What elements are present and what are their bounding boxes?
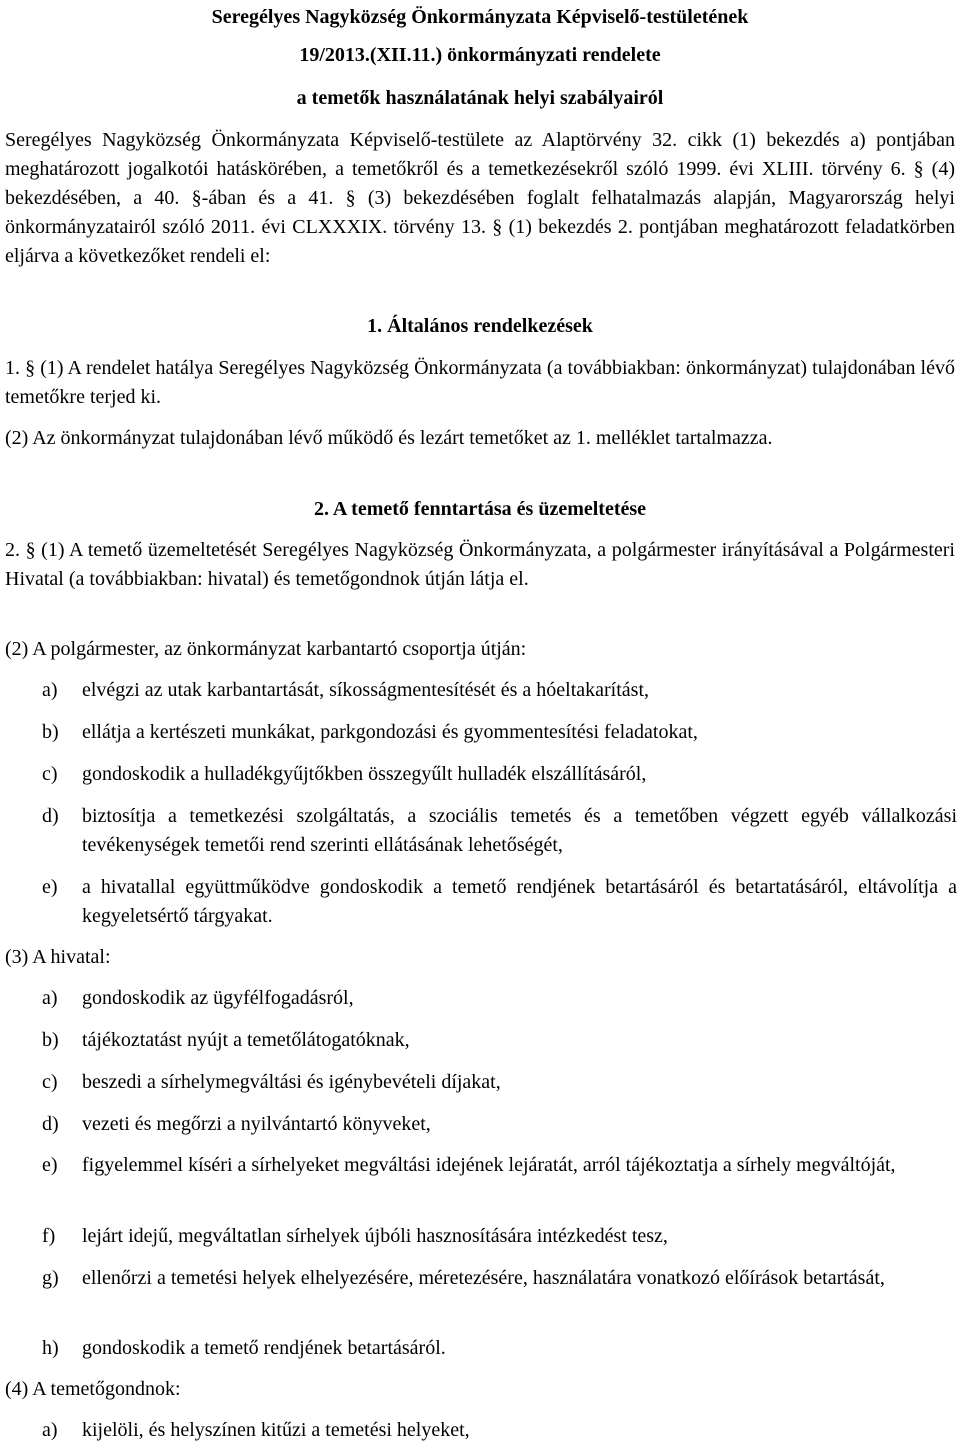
list-item — [42, 1110, 957, 1139]
list-item-label: b) — [42, 721, 59, 743]
list-item-label: c) — [42, 763, 58, 785]
list-item-text: beszedi a sírhelymegváltási és igénybevételi díjakat, — [82, 1071, 501, 1093]
list-item — [42, 1026, 957, 1055]
list-item-label: e) — [42, 1154, 58, 1176]
list-item-text: vezeti és megőrzi a nyilvántartó könyveket, — [82, 1113, 431, 1135]
list-item — [42, 1264, 957, 1293]
list-item-label: a) — [42, 987, 58, 1009]
document-title-line-3: a temetők használatának helyi szabályairól — [296, 87, 664, 109]
list-item-label: c) — [42, 1071, 58, 1093]
list-item — [42, 1334, 957, 1363]
list-item — [42, 802, 957, 860]
section-2-heading: 2. A temető fenntartása és üzemeltetése — [313, 498, 647, 520]
section-1-heading: 1. Általános rendelkezések — [367, 315, 593, 337]
section-2-paragraph-2: (2) A polgármester, az önkormányzat karbantartó csoportja útján: — [5, 638, 527, 660]
list-item — [42, 1416, 957, 1445]
section-2-paragraph-3: (3) A hivatal: — [5, 946, 111, 968]
list-item-label: h) — [42, 1337, 59, 1359]
document-title-line-2: 19/2013.(XII.11.) önkormányzati rendelete — [299, 44, 661, 66]
section-2-paragraph-1: 2. § (1) A temető üzemeltetését Seregélyes Nagyközség Önkormányzata, a polgármester irányításával a Polgármesteri Hivatal (a továbbiakban: hivatal) és temetőgondnok útján látja el. — [5, 539, 955, 590]
list-item-text: figyelemmel kíséri a sírhelyeket megváltási idejének lejáratát, arról tájékoztatja a sírhely megváltóját, — [82, 1154, 896, 1176]
list-item-label: f) — [42, 1225, 56, 1247]
list-item-text: ellátja a kertészeti munkákat, parkgondozási és gyommentesítési feladatokat, — [82, 721, 698, 743]
section-2-paragraph-4: (4) A temetőgondnok: — [5, 1378, 181, 1400]
list-item-text: ellenőrzi a temetési helyek elhelyezésére, méretezésére, használatára vonatkozó előírások betartását, — [82, 1267, 885, 1289]
list-item-label: a) — [42, 1419, 58, 1441]
list-item-label: g) — [42, 1267, 59, 1289]
list-item-label: d) — [42, 805, 59, 827]
list-item-text: gondoskodik a hulladékgyűjtőkben összegyűlt hulladék elszállításáról, — [82, 763, 647, 785]
list-item-label: b) — [42, 1029, 59, 1051]
list-item — [42, 1151, 957, 1180]
list-item — [42, 718, 957, 747]
list-item — [42, 1068, 957, 1097]
list-item — [42, 984, 957, 1013]
list-item-text: tájékoztatást nyújt a temetőlátogatóknak, — [82, 1029, 410, 1051]
list-item-text: lejárt idejű, megváltatlan sírhelyek újbóli hasznosítására intézkedést tesz, — [82, 1225, 668, 1247]
document-title-line-1: Seregélyes Nagyközség Önkormányzata Képviselő-testületének — [211, 6, 749, 28]
list-item — [42, 760, 957, 789]
list-item-text: a hivatallal együttműködve gondoskodik a temető rendjének betartásáról és betartatásáról, eltávolítja a kegyeletsértő tárgyakat. — [82, 876, 957, 927]
list-item — [42, 873, 957, 931]
list-item — [42, 676, 957, 705]
list-item-label: d) — [42, 1113, 59, 1135]
preamble-paragraph: Seregélyes Nagyközség Önkormányzata Képviselő-testülete az Alaptörvény 32. cikk (1) bekezdés a) pontjában meghatározott jogalkotói hatáskörében, a temetőkről és a temetkezésekről szóló 1999. évi XLIII. törvény 6. § (4) bekezdésében, a 40. §-ában és a 41. § (3) bekezdésében foglalt felhatalmazás alapján, Magyarország helyi önkormányzatairól szóló 2011. évi CLXXXIX. törvény 13. § (1) bekezdés 2. pontjában meghatározott feladatkörben eljárva a következőket rendeli el: — [5, 129, 955, 267]
list-item-text: biztosítja a temetkezési szolgáltatás, a szociális temetés és a temetőben végzett egyéb vállalkozási tevékenységek temetői rend szerinti ellátásának lehetőségét, — [82, 805, 957, 856]
list-item-text: gondoskodik a temető rendjének betartásáról. — [82, 1337, 446, 1359]
section-1-paragraph-1: 1. § (1) A rendelet hatálya Seregélyes Nagyközség Önkormányzata (a továbbiakban: önkormányzat) tulajdonában lévő temetőkre terjed ki. — [5, 357, 955, 408]
list-item-text: elvégzi az utak karbantartását, síkosságmentesítését és a hóeltakarítást, — [82, 679, 650, 701]
list-item — [42, 1222, 957, 1251]
section-1-paragraph-2: (2) Az önkormányzat tulajdonában lévő működő és lezárt temetőket az 1. melléklet tartalmazza. — [5, 427, 773, 449]
list-item-text: gondoskodik az ügyfélfogadásról, — [82, 987, 354, 1009]
list-item-label: a) — [42, 679, 58, 701]
list-item-text: kijelöli, és helyszínen kitűzi a temetési helyeket, — [82, 1419, 470, 1441]
list-item-label: e) — [42, 876, 58, 898]
